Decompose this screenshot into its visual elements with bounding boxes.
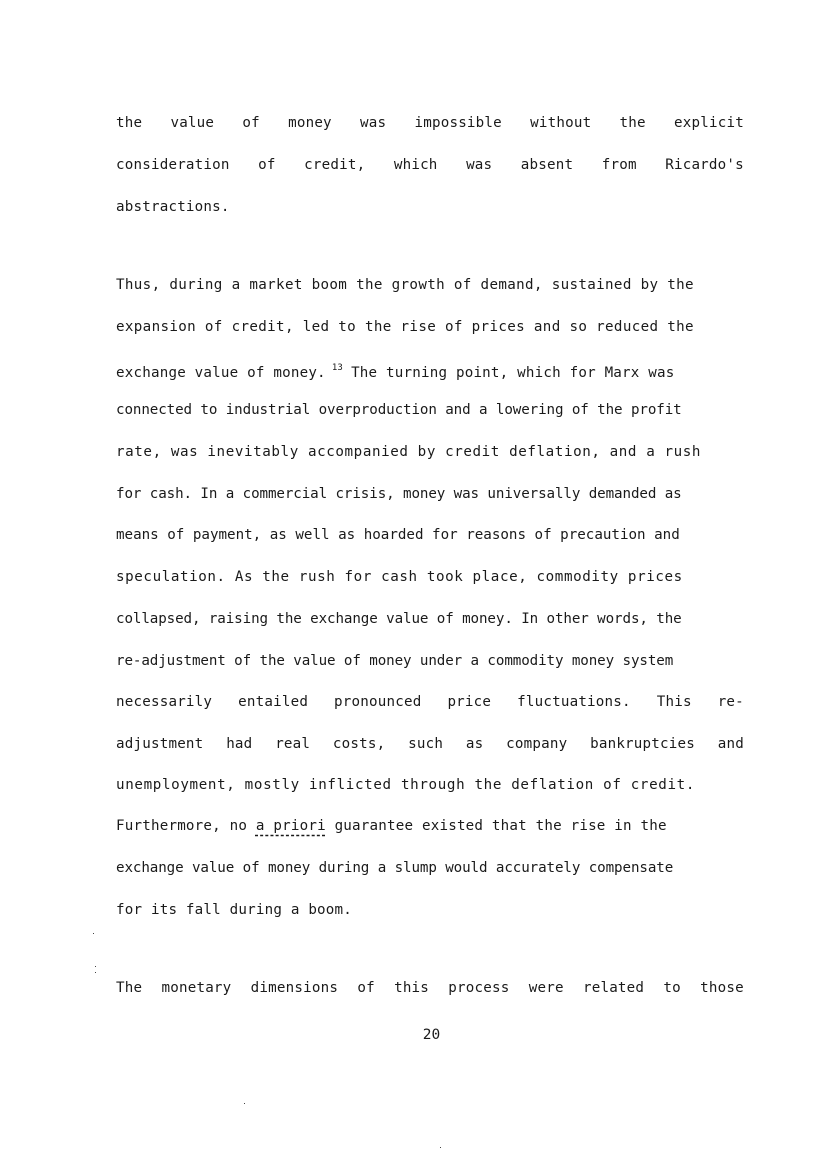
emphasized-phrase: a priori (255, 818, 326, 834)
word: re- (717, 694, 744, 710)
word: bankruptcies (590, 736, 695, 752)
word: those (700, 980, 744, 996)
footnote-marker: 13 (331, 363, 344, 373)
word: pronounced (334, 694, 422, 710)
word: The (116, 980, 143, 996)
word: credit, (304, 157, 366, 173)
word: consideration (116, 157, 230, 173)
word: absent (520, 157, 574, 173)
paragraph-2-line-11 (116, 693, 744, 711)
paragraph-2-line-5: rate, was inevitably accompanied by credit deflation, and a rush (116, 444, 702, 460)
paragraph-2-line-12 (116, 735, 744, 753)
word: the (619, 115, 646, 131)
word: was (360, 115, 387, 131)
paragraph-2-line-10: re-adjustment of the value of money under a commodity money system (116, 653, 674, 669)
word: explicit (674, 115, 744, 131)
word: impossible (414, 115, 502, 131)
word: money (288, 115, 332, 131)
word: this (394, 980, 430, 996)
word: were (528, 980, 564, 996)
word: without (530, 115, 592, 131)
paragraph-1-line-2 (116, 156, 744, 174)
word: Ricardo's (665, 157, 744, 173)
word: dimensions (250, 980, 339, 996)
word: of (242, 115, 260, 131)
word: from (601, 157, 637, 173)
word: adjustment (116, 736, 204, 752)
paragraph-2-line-8: speculation. As the rush for cash took place, commodity prices (116, 569, 683, 585)
word: fluctuations. (517, 694, 631, 710)
text-segment: Furthermore, no (116, 818, 248, 834)
scan-speck (440, 1147, 441, 1148)
word: had (226, 736, 253, 752)
scan-speck (244, 1103, 245, 1104)
word: monetary (161, 980, 232, 996)
scan-speck (93, 933, 94, 934)
word: of (357, 980, 375, 996)
paragraph-2-line-15: exchange value of money during a slump would accurately compensate (116, 860, 674, 876)
word: and (717, 736, 744, 752)
paragraph-2-line-3 (116, 359, 744, 382)
word: the (116, 115, 143, 131)
word: related (582, 980, 645, 996)
paragraph-2-line-16: for its fall during a boom. (116, 902, 353, 918)
paragraph-2-line-9: collapsed, raising the exchange value of money. In other words, the (116, 611, 682, 627)
word: as (465, 736, 484, 752)
word: real (275, 736, 311, 752)
paragraph-2-line-1: Thus, during a market boom the growth of demand, sustained by the (116, 277, 694, 293)
paragraph-3-line-1 (116, 979, 744, 997)
paragraph-1-line-3: abstractions. (116, 199, 230, 215)
word: such (408, 736, 444, 752)
text-segment: exchange value of money. (116, 365, 326, 381)
word: process (448, 980, 510, 996)
paragraph-2-line-7: means of payment, as well as hoarded for reasons of precaution and (116, 527, 680, 543)
scan-speck (95, 972, 96, 973)
scan-speck (95, 966, 96, 967)
word: company (506, 736, 568, 752)
word: value (170, 115, 215, 131)
paragraph-1-line-1 (116, 114, 744, 132)
word: to (663, 980, 681, 996)
paragraph-2-line-2: expansion of credit, led to the rise of prices and so reduced the (116, 319, 694, 335)
paragraph-2-line-4: connected to industrial overproduction and a lowering of the profit (116, 402, 682, 418)
word: This (656, 694, 692, 710)
word: entailed (238, 694, 309, 710)
paragraph-2-line-13: unemployment, mostly inflicted through the deflation of credit. (116, 777, 696, 793)
word: was (466, 157, 493, 173)
paragraph-2-line-6: for cash. In a commercial crisis, money was universally demanded as (116, 486, 682, 502)
word: which (393, 157, 438, 173)
word: of (258, 157, 276, 173)
word: necessarily (116, 694, 213, 710)
text-segment: guarantee existed that the rise in the (334, 818, 667, 834)
paragraph-2-line-14 (116, 817, 744, 835)
word: price (447, 694, 492, 710)
page-number: 20 (422, 1027, 441, 1043)
text-segment: The turning point, which for Marx was (351, 365, 675, 381)
word: costs, (332, 736, 386, 752)
